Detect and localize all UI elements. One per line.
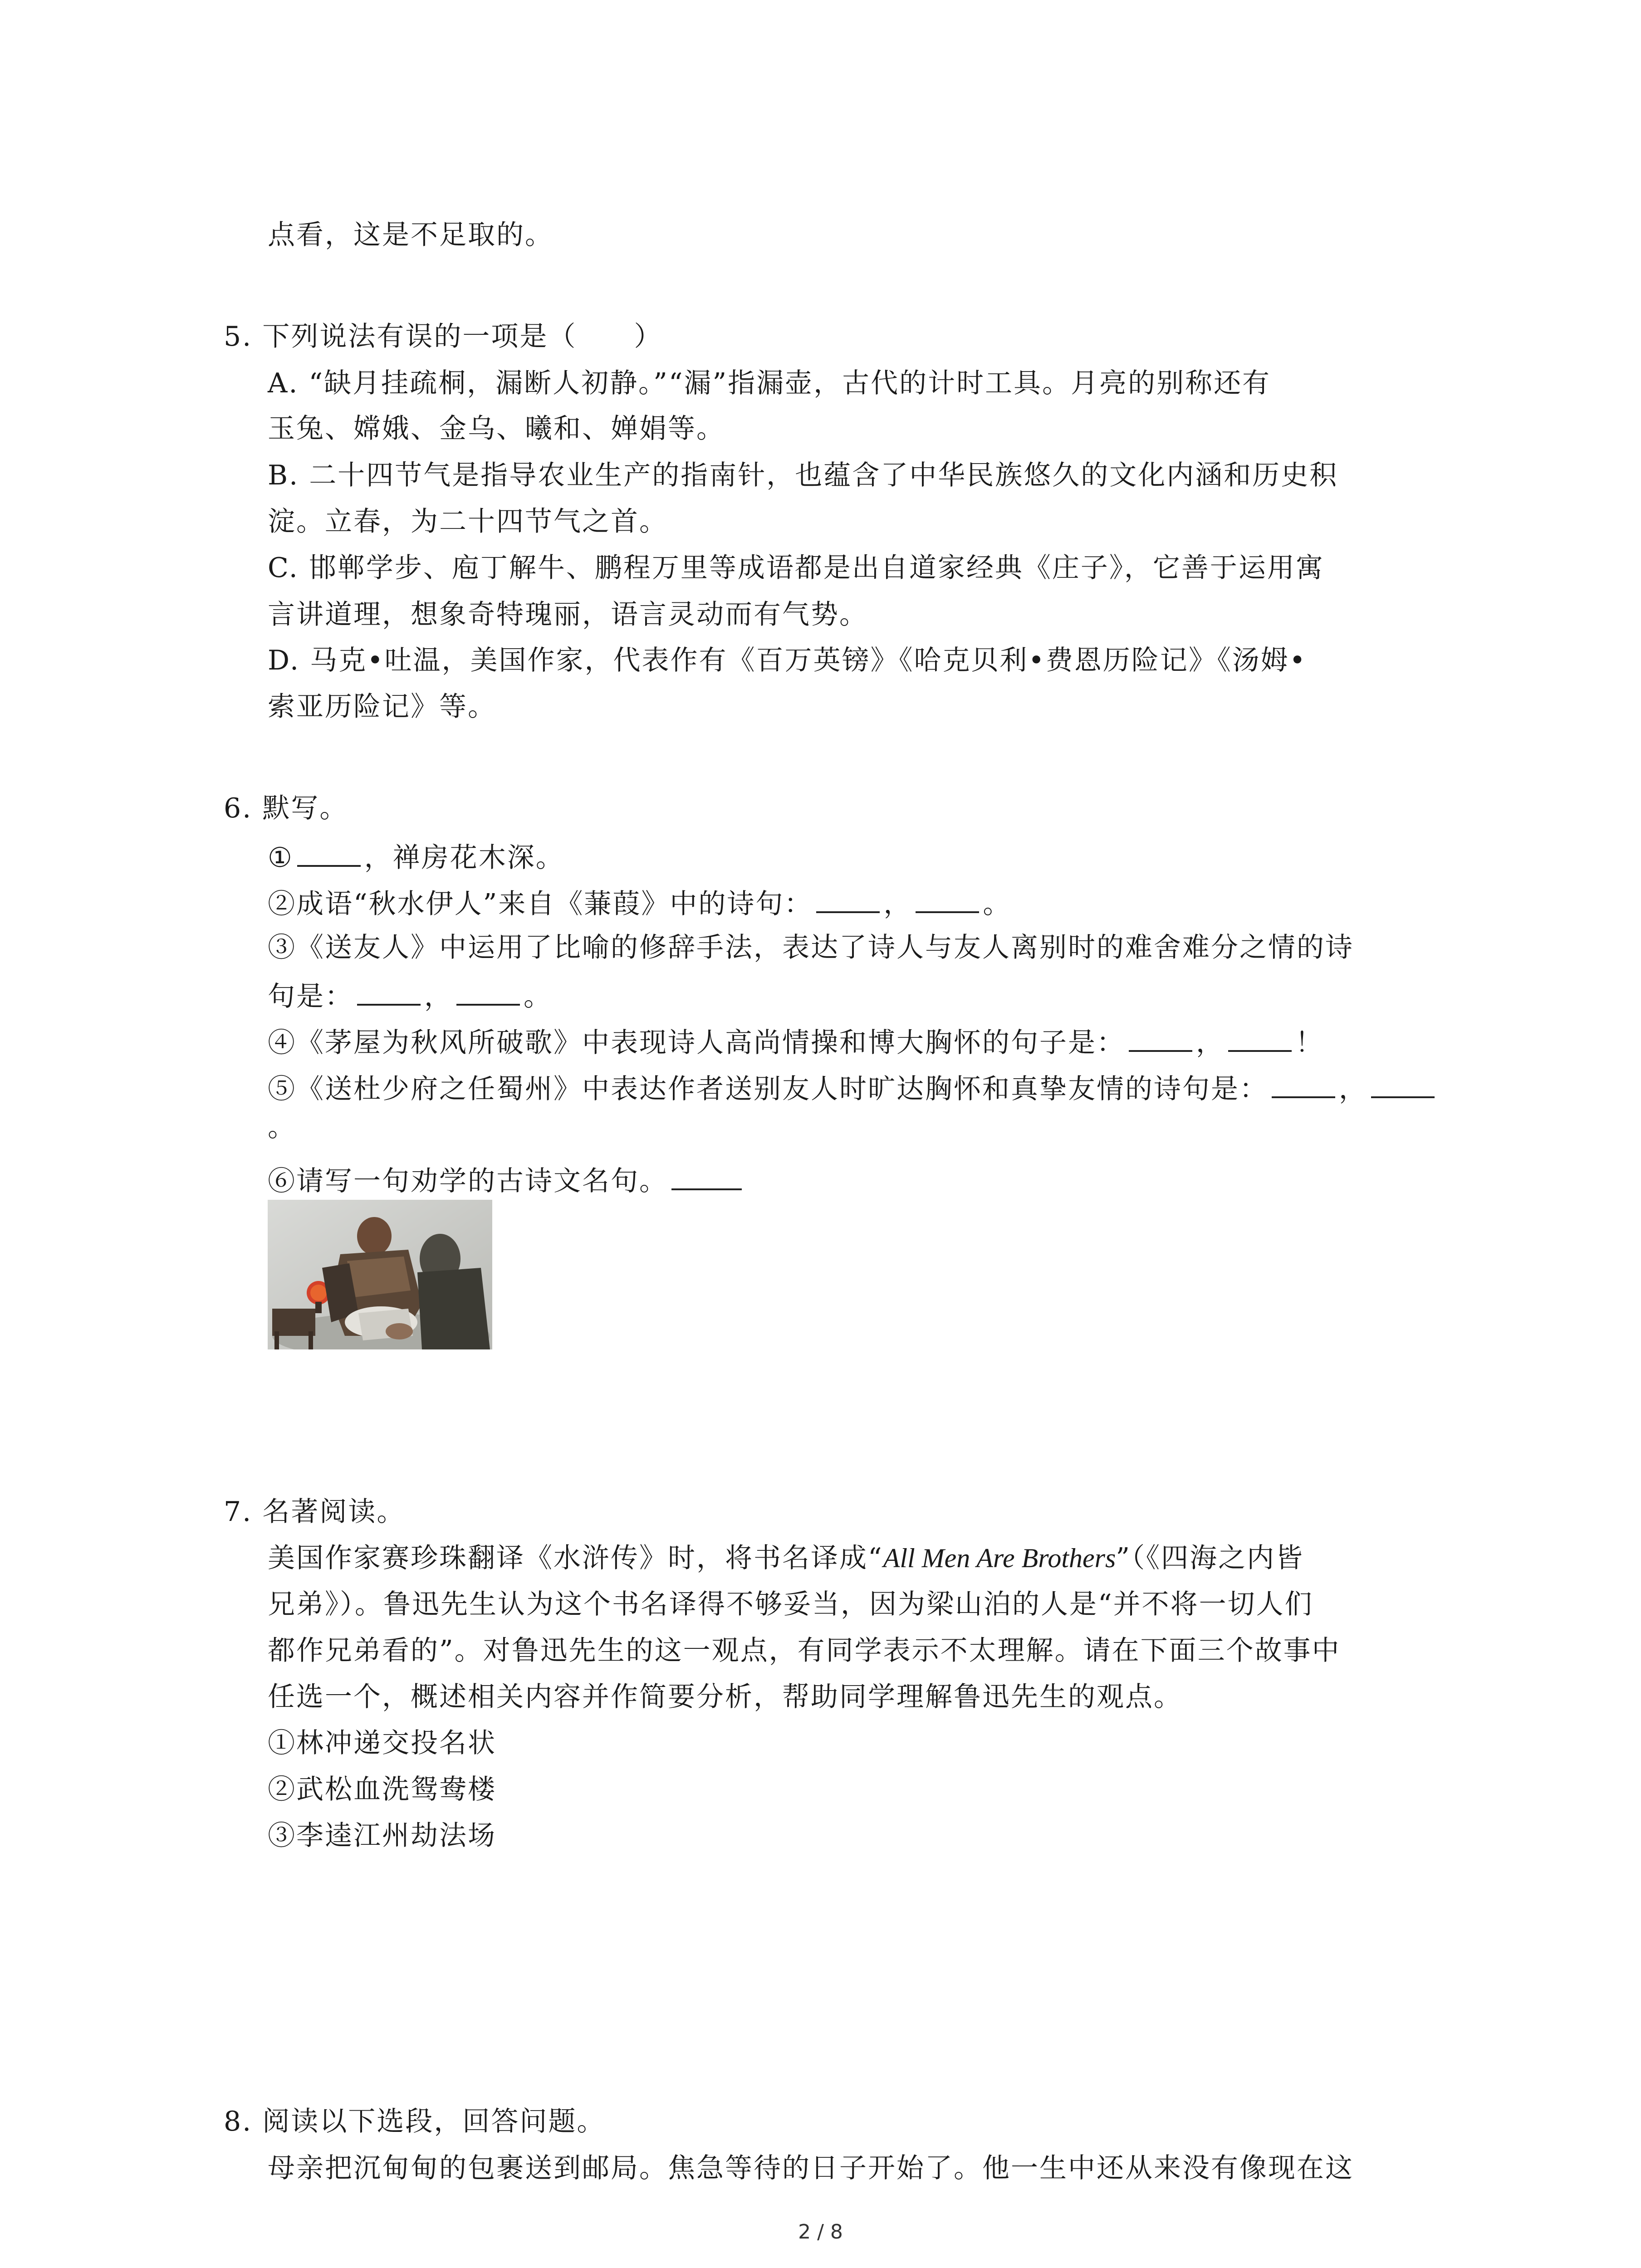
page-number: 2 / 8 (798, 2220, 843, 2244)
q6-item-2 (268, 888, 1011, 918)
q6-item-1-text: ，禅房花木深。 (364, 842, 564, 874)
q6-item-1-prefix: ① (268, 842, 294, 874)
continuation-text: 点看，这是不足取的。 (268, 219, 554, 251)
q6-item-4-text: ④《茅屋为秋风所破歌》中表现诗人高尚情操和博大胸怀的句子是： (268, 1027, 1125, 1059)
q5-option-d-cont: 索亚历险记》等。 (268, 691, 496, 723)
q6-item-2-end: 。 (983, 888, 1012, 920)
q6-stem: 6. 默写。 (224, 792, 348, 824)
q7-stem: 7. 名著阅读。 (224, 1496, 406, 1528)
q6-item-2-comma: ， (883, 888, 912, 920)
q5-option-d: D. 马克•吐温，美国作家，代表作有《百万英镑》《哈克贝利•费恩历险记》《汤姆• (268, 645, 1307, 676)
q6-item-5-text: ⑤《送杜少府之任蜀州》中表达作者送别友人时旷达胸怀和真挚友情的诗句是： (268, 1073, 1268, 1105)
q5-option-c-cont: 言讲道理，想象奇特瑰丽，语言灵动而有气势。 (268, 599, 868, 631)
q6-item-4-comma: ， (1196, 1027, 1225, 1059)
q7-english-title: All Men Are Brothers (883, 1543, 1116, 1573)
q6-item-6-text: ⑥请写一句劝学的古诗文名句。 (268, 1165, 668, 1197)
q6-item-2-text: ②成语“秋水伊人”来自《蒹葭》中的诗句： (268, 888, 813, 920)
q7-paragraph-line-4: 任选一个，概述相关内容并作简要分析，帮助同学理解鲁迅先生的观点。 (268, 1681, 1182, 1713)
q5-option-b: B. 二十四节气是指导农业生产的指南针，也蕴含了中华民族悠久的文化内涵和历史积 (268, 459, 1338, 491)
q8-paragraph-line-1: 母亲把沉甸甸的包裹送到邮局。焦急等待的日子开始了。他一生中还从来没有像现在这 (268, 2152, 1354, 2184)
answer-blank[interactable] (1371, 1073, 1435, 1098)
q6-item-3-cont (268, 980, 552, 1010)
q5-stem: 5. 下列说法有误的一项是（ ） (224, 321, 663, 352)
q6-item-5 (268, 1073, 1438, 1103)
q7-option-2: ②武松血洗鸳鸯楼 (268, 1774, 496, 1805)
q6-item-3-end: 。 (524, 981, 552, 1012)
q6-item-4-end: ！ (1295, 1027, 1324, 1059)
answer-blank[interactable] (456, 980, 520, 1006)
answer-blank[interactable] (297, 841, 361, 867)
q7-text: 美国作家赛珍珠翻译《水浒传》时，将书名译成“ (268, 1542, 883, 1574)
answer-blank[interactable] (916, 888, 979, 913)
q7-option-3: ③李逵江州劫法场 (268, 1820, 496, 1852)
q8-stem: 8. 阅读以下选段，回答问题。 (224, 2106, 606, 2137)
answer-blank[interactable] (1129, 1026, 1192, 1052)
q6-item-3-label: 句是： (268, 981, 353, 1012)
answer-blank[interactable] (671, 1165, 742, 1190)
q5-option-a-cont: 玉兔、嫦娥、金乌、曦和、婵娟等。 (268, 413, 725, 445)
answer-blank[interactable] (1272, 1073, 1335, 1098)
q7-paragraph-line-1 (268, 1542, 1304, 1574)
q5-option-a: A. “缺月挂疏桐，漏断人初静。”“漏”指漏壶，古代的计时工具。月亮的别称还有 (268, 367, 1271, 399)
q5-option-c: C. 邯郸学步、庖丁解牛、鹏程万里等成语都是出自道家经典《庄子》，它善于运用寓 (268, 552, 1324, 584)
q6-item-3-comma: ， (424, 981, 453, 1012)
q6-item-1 (268, 841, 564, 874)
answer-blank[interactable] (1228, 1026, 1292, 1052)
q7-option-1: ①林冲递交投名状 (268, 1727, 496, 1759)
q6-item-3: ③《送友人》中运用了比喻的修辞手法，表达了诗人与友人离别时的难舍难分之情的诗 (268, 932, 1354, 963)
q6-item-6 (268, 1165, 745, 1195)
q6-item-4 (268, 1026, 1324, 1059)
answer-blank[interactable] (816, 888, 880, 913)
answer-blank[interactable] (357, 980, 421, 1006)
q7-text: ”（《四海之内皆 (1116, 1542, 1304, 1574)
q6-item-5-comma: ， (1339, 1073, 1367, 1105)
q6-item-5-end: 。 (268, 1111, 296, 1143)
q5-option-b-cont: 淀。立春，为二十四节气之首。 (268, 506, 668, 538)
q7-paragraph-line-2: 兄弟》）。鲁迅先生认为这个书名译得不够妥当，因为梁山泊的人是“并不将一切人们 (268, 1589, 1313, 1620)
illustration-image (268, 1200, 492, 1349)
q7-paragraph-line-3: 都作兄弟看的”。对鲁迅先生的这一观点，有同学表示不太理解。请在下面三个故事中 (268, 1635, 1341, 1667)
